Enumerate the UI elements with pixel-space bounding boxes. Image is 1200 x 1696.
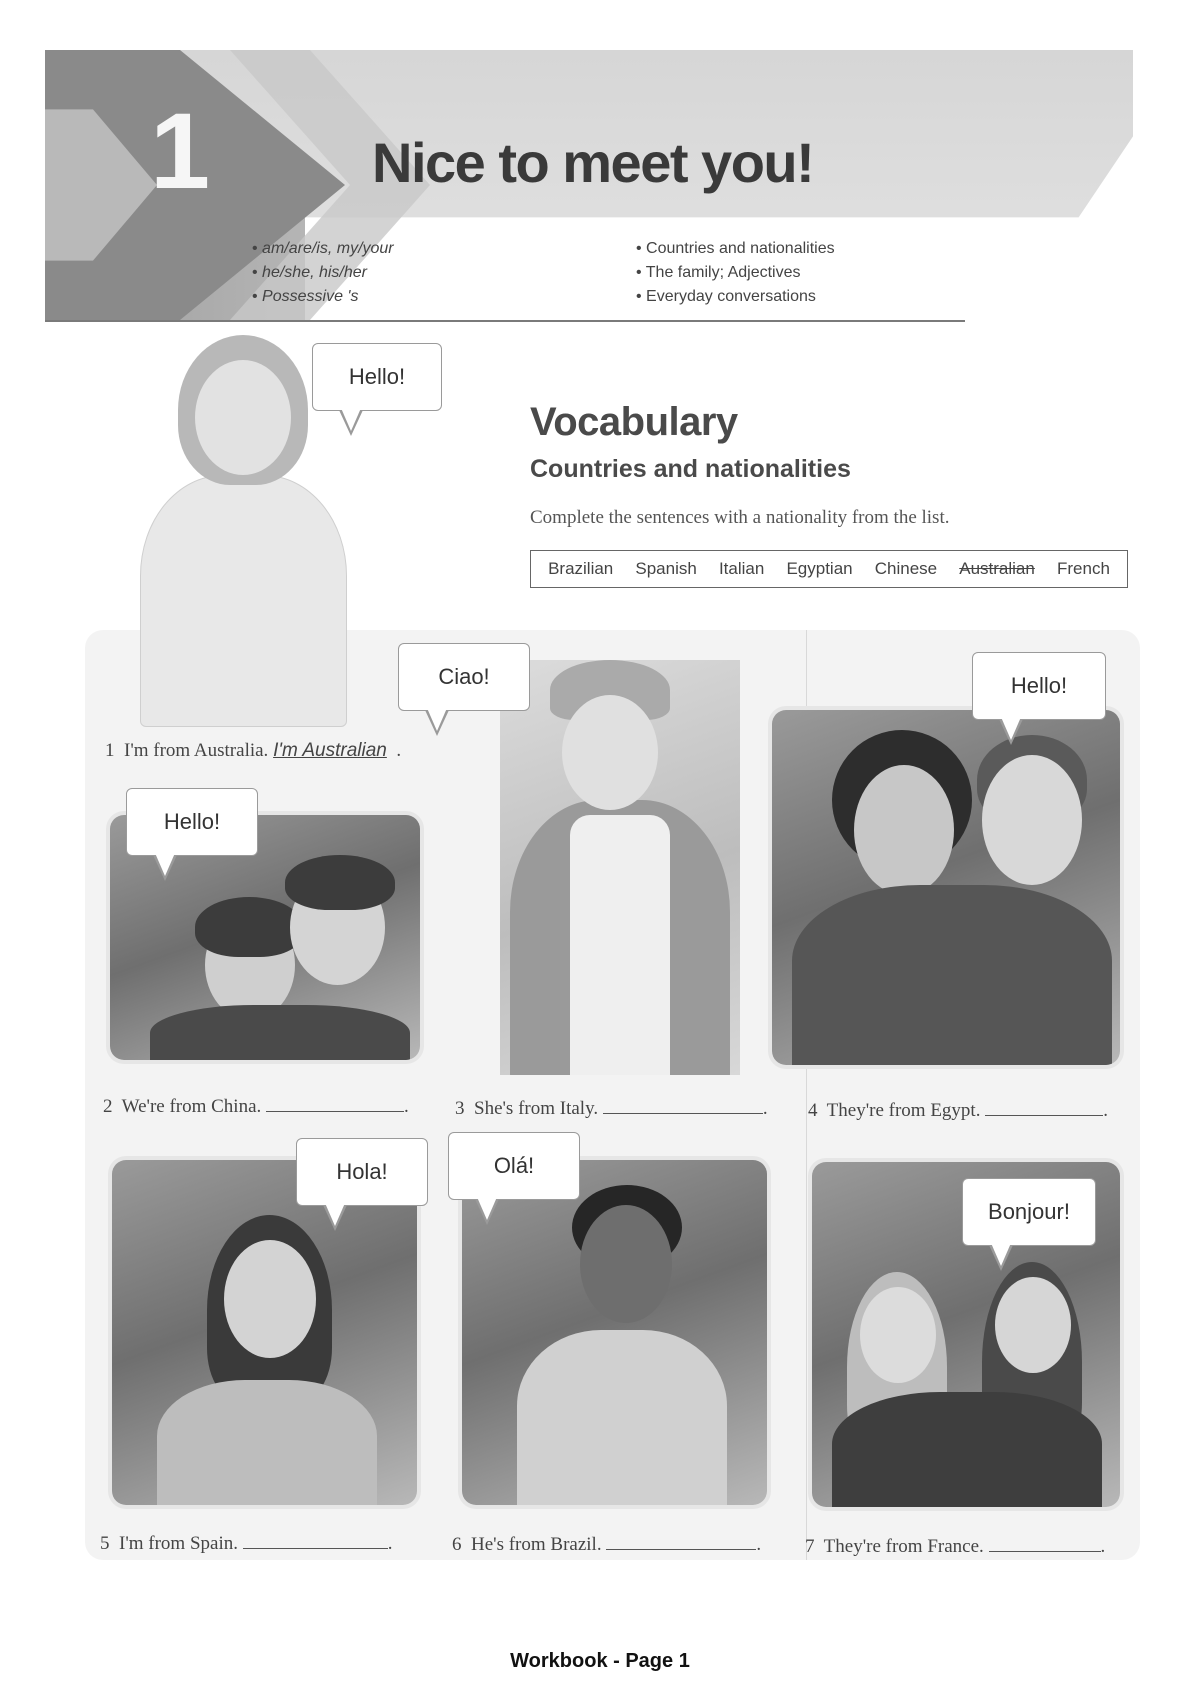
answer-blank[interactable] xyxy=(606,1531,756,1550)
answer-blank[interactable] xyxy=(989,1533,1101,1552)
bubble-text: Ciao! xyxy=(438,664,490,689)
item-number: 1 xyxy=(105,740,115,761)
bubble-tail xyxy=(427,708,447,731)
photo-italian-woman xyxy=(500,660,740,1075)
sentence-text: I'm from Australia. xyxy=(124,740,269,761)
sentence-text: She's from Italy. xyxy=(474,1098,599,1119)
speech-bubble xyxy=(126,788,258,856)
bubble-text: Hola! xyxy=(336,1159,388,1184)
bubble-tail xyxy=(155,853,175,876)
speech-bubble xyxy=(962,1178,1096,1246)
page-footer: Workbook - Page 1 xyxy=(510,1650,690,1672)
exercise-sentence-3: 3 She's from Italy. . xyxy=(455,1095,768,1120)
speech-bubble xyxy=(296,1138,428,1206)
item-number: 6 xyxy=(452,1534,462,1555)
answer-blank[interactable] xyxy=(603,1095,763,1114)
sentence-text: They're from France. xyxy=(823,1536,984,1557)
topics-vocabulary xyxy=(636,237,835,309)
topic-item: • Countries and nationalities xyxy=(636,237,835,261)
sentence-text: They're from Egypt. xyxy=(826,1100,981,1121)
speech-bubble xyxy=(448,1132,580,1200)
exercise-sentence-7: 7 They're from France. . xyxy=(805,1533,1105,1558)
exercise-sentence-5: 5 I'm from Spain. . xyxy=(100,1530,393,1555)
word-item: Spanish xyxy=(635,559,697,578)
topic-item: • The family; Adjectives xyxy=(636,261,835,285)
word-item: Brazilian xyxy=(548,559,614,578)
exercise-sentence-1: 1 I'm from Australia. I'm Australian . xyxy=(105,740,402,761)
speech-bubble xyxy=(972,652,1106,720)
word-list xyxy=(530,550,1128,588)
topic-item: • Everyday conversations xyxy=(636,285,835,309)
unit-title: Nice to meet you! xyxy=(372,131,814,194)
photo-brazilian-man xyxy=(462,1160,767,1505)
bubble-text: Bonjour! xyxy=(988,1199,1070,1224)
item-number: 4 xyxy=(808,1100,818,1121)
photo-egyptian-men xyxy=(772,710,1120,1065)
sentence-text: I'm from Spain. xyxy=(119,1533,238,1554)
item-number: 7 xyxy=(805,1536,815,1557)
topics-grammar xyxy=(252,237,394,309)
exercise-sentence-4: 4 They're from Egypt. . xyxy=(808,1097,1108,1122)
word-item: Italian xyxy=(718,559,765,578)
word-item: Chinese xyxy=(874,559,938,578)
answer-blank[interactable] xyxy=(243,1530,388,1549)
bubble-text: Olá! xyxy=(493,1153,535,1178)
word-item-used: Australian xyxy=(959,559,1035,578)
bubble-tail xyxy=(325,1203,345,1226)
answer-blank[interactable] xyxy=(985,1097,1103,1116)
bubble-text: Hello! xyxy=(163,809,221,834)
bubble-tail xyxy=(477,1197,497,1220)
speech-bubble xyxy=(398,643,530,711)
item-number: 5 xyxy=(100,1533,110,1554)
section-subtitle: Countries and nationalities xyxy=(530,455,851,483)
exercise-sentence-2: 2 We're from China. . xyxy=(103,1093,409,1118)
section-title: Vocabulary xyxy=(530,400,738,444)
answer-blank[interactable] xyxy=(266,1093,404,1112)
topic-item: • he/she, his/her xyxy=(252,261,394,285)
word-item: Egyptian xyxy=(786,559,853,578)
sentence-text: We're from China. xyxy=(121,1096,262,1117)
bubble-tail xyxy=(341,408,361,431)
exercise-sentence-6: 6 He's from Brazil. . xyxy=(452,1531,761,1556)
exercise-instruction: Complete the sentences with a nationality from the list. xyxy=(530,507,950,528)
bubble-text: Hello! xyxy=(348,364,406,389)
topic-item: • Possessive 's xyxy=(252,285,394,309)
example-answer: I'm Australian xyxy=(273,740,387,761)
topic-item: • am/are/is, my/your xyxy=(252,237,394,261)
bubble-tail xyxy=(1001,717,1021,740)
bubble-text: Hello! xyxy=(1010,673,1068,698)
header-divider xyxy=(45,320,965,322)
item-number: 3 xyxy=(455,1098,465,1119)
bubble-tail xyxy=(991,1243,1011,1266)
unit-number: 1 xyxy=(150,90,207,211)
item-number: 2 xyxy=(103,1096,113,1117)
photo-spanish-woman xyxy=(112,1160,417,1505)
speech-bubble xyxy=(312,343,442,411)
sentence-text: He's from Brazil. xyxy=(471,1534,602,1555)
word-item: French xyxy=(1056,559,1110,578)
